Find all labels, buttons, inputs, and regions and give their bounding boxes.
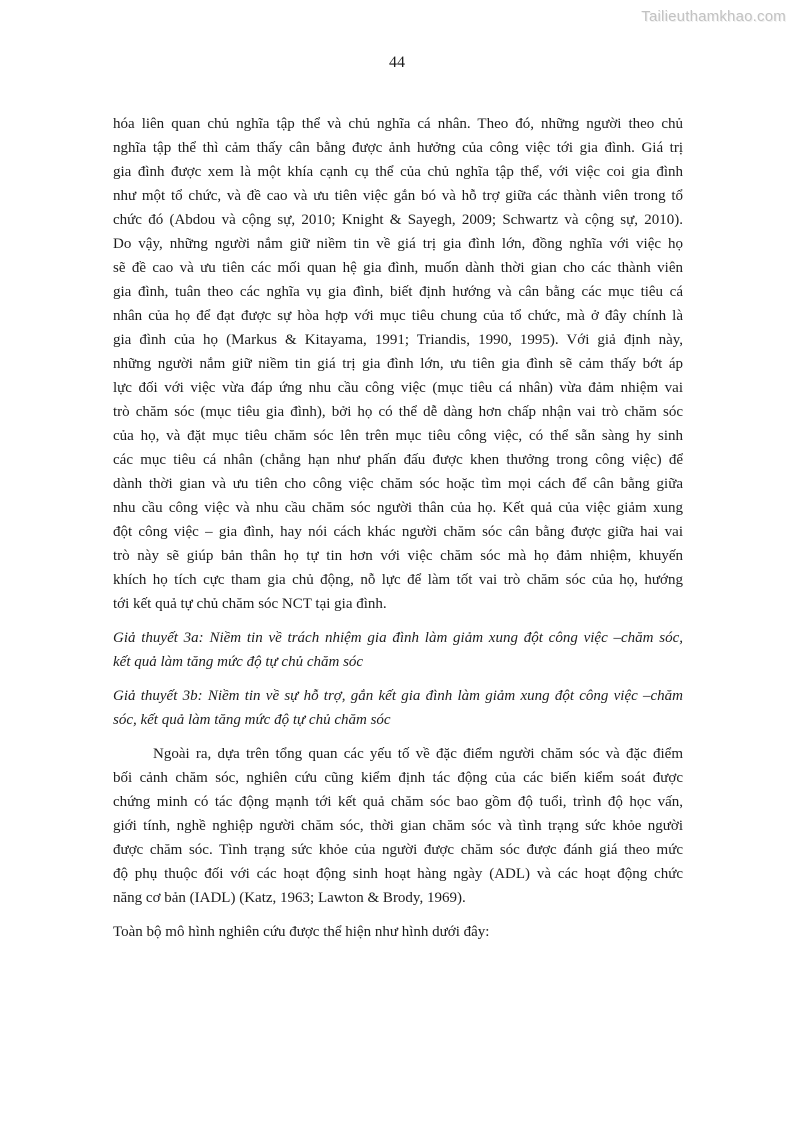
text-line: Ngoài ra, dựa trên tổng quan các yếu tố về đặc điểm người chăm sóc và đặc điểm bbox=[153, 746, 683, 762]
text-line: như một tổ chức, và đề cao và ưu tiên việc gắn bó và hỗ trợ giữa các thành viên trong tổ bbox=[113, 188, 683, 204]
text-line: giới tính, nghề nghiệp người chăm sóc, thời gian chăm sóc và tình trạng sức khỏe người bbox=[113, 818, 683, 834]
text-line: các mục tiêu cá nhân (chẳng hạn như phấn đấu được khen thưởng trong công việc) để bbox=[113, 452, 683, 468]
text-line: trò này sẽ giúp bản thân họ tự tin hơn với việc chăm sóc mà họ đảm nhiệm, khuyến bbox=[113, 548, 683, 564]
text-line: nhu cầu công việc và nhu cầu chăm sóc người thân của họ. Kết quả của việc giảm xung bbox=[113, 500, 683, 516]
paragraph-body-2 bbox=[113, 742, 683, 910]
text-line: chứng minh có tác động mạnh tới kết quả chăm sóc bao gồm độ tuổi, trình độ học vấn, bbox=[113, 794, 683, 810]
text-line: Do vậy, những người nắm giữ niềm tin về giá trị gia đình lớn, đồng nghĩa với việc họ bbox=[113, 236, 683, 252]
text-line: dành thời gian và ưu tiên cho công việc chăm sóc hoặc tìm mọi cách để cân bằng giữa bbox=[113, 476, 683, 492]
text-line: hóa liên quan chủ nghĩa tập thể và chủ nghĩa cá nhân. Theo đó, những người theo chủ bbox=[113, 116, 683, 132]
text-line: lực đối với việc vừa đáp ứng nhu cầu công việc (mục tiêu cá nhân) vừa đảm nhiệm vai bbox=[113, 380, 683, 396]
text-line: nghĩa tập thể thì cảm thấy cân bằng được ảnh hưởng của công việc tới gia đình. Giá trị bbox=[113, 140, 683, 156]
text-line: nhân của họ để đạt được sự hòa hợp với mục tiêu chung của tổ chức, mà ở đây chính là bbox=[113, 308, 683, 324]
text-line: chức đó (Abdou và cộng sự, 2010; Knight & Sayegh, 2009; Schwartz và cộng sự, 2010). bbox=[113, 212, 683, 228]
text-line: khích họ tích cực tham gia chủ động, nỗ lực để làm tốt vai trò chăm sóc của họ, hướng bbox=[113, 572, 683, 588]
text-line: trò chăm sóc (mục tiêu gia đình), bởi họ có thể dễ dàng hơn chấp nhận vai trò chăm sóc bbox=[113, 404, 683, 420]
text-line: năng cơ bản (IADL) (Katz, 1963; Lawton & Brody, 1969). bbox=[113, 890, 466, 906]
text-line: những người nắm giữ niềm tin giá trị gia đình lớn, ưu tiên gia đình sẽ cảm thấy bớt áp bbox=[113, 356, 683, 372]
watermark-text: Tailieuthamkhao.com bbox=[641, 8, 786, 25]
text-line: gia đình, tuân theo các nghĩa vụ gia đình, biết định hướng và cân bằng các mục tiêu cá bbox=[113, 284, 683, 300]
text-line: gia đình của họ (Markus & Kitayama, 1991; Triandis, 1990, 1995). Với giả định này, bbox=[113, 332, 683, 348]
paragraph-body-1 bbox=[113, 112, 683, 616]
text-line: sẽ đề cao và ưu tiên các mối quan hệ gia đình, muốn dành thời gian cho các thành viên bbox=[113, 260, 683, 276]
text-line: Giả thuyết 3a: Niềm tin về trách nhiệm gia đình làm giảm xung đột công việc –chăm sóc, bbox=[113, 630, 683, 646]
text-line: của họ, và đặt mục tiêu chăm sóc lên trên mục tiêu công việc, có thể sẵn sàng hy sinh bbox=[113, 428, 683, 444]
paragraph-closing bbox=[113, 920, 683, 944]
text-line: kết quả làm tăng mức độ tự chủ chăm sóc bbox=[113, 654, 364, 670]
page-number: 44 bbox=[389, 54, 405, 71]
text-line: tới kết quả tự chủ chăm sóc NCT tại gia đình. bbox=[113, 596, 387, 612]
text-line: Giả thuyết 3b: Niềm tin về sự hỗ trợ, gắn kết gia đình làm giảm xung đột công việc –chăm bbox=[113, 688, 683, 704]
text-line: đột công việc – gia đình, hay nói cách khác người chăm sóc cân bằng được giữa hai vai bbox=[113, 524, 683, 540]
text-line: độ phụ thuộc đối với các hoạt động sinh hoạt hàng ngày (ADL) và các hoạt động chức bbox=[113, 866, 683, 882]
paragraph-hypothesis-3b bbox=[113, 684, 683, 732]
text-line: bối cảnh chăm sóc, nghiên cứu cũng kiểm định tác động của các biến kiểm soát được bbox=[113, 770, 683, 786]
document-body bbox=[113, 112, 683, 954]
text-line: được chăm sóc. Tình trạng sức khỏe của người được chăm sóc được đánh giá theo mức bbox=[113, 842, 683, 858]
text-line: Toàn bộ mô hình nghiên cứu được thể hiện như hình dưới đây: bbox=[113, 924, 490, 940]
text-line: gia đình được xem là một khía cạnh cụ thể của chủ nghĩa tập thể, với việc coi gia đình bbox=[113, 164, 683, 180]
paragraph-hypothesis-3a bbox=[113, 626, 683, 674]
text-line: sóc, kết quả làm tăng mức độ tự chủ chăm sóc bbox=[113, 712, 391, 728]
